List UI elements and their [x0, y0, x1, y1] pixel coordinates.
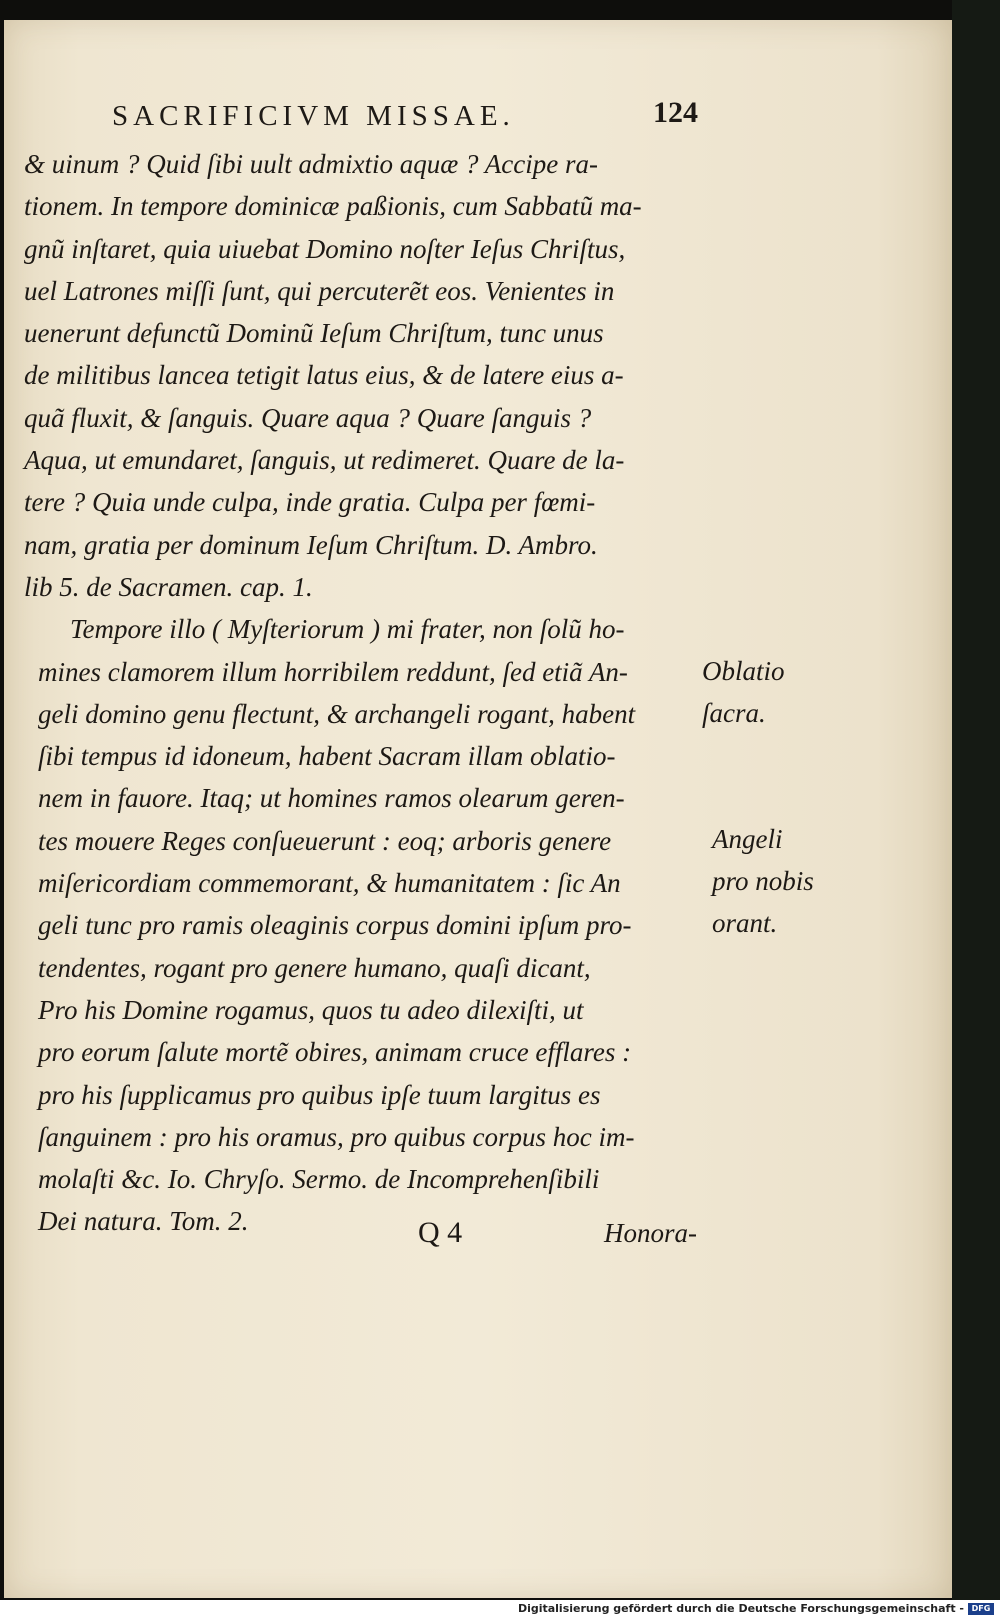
text-line: & uinum ? Quid ſibi uult admixtio aquæ ? Accipe ra- [24, 149, 598, 179]
text-line: pro eorum ſalute mortẽ obires, animam cruce efflares : [38, 1037, 632, 1068]
text-line: ſanguinem : pro his oramus, pro quibus corpus hoc im- [38, 1121, 635, 1152]
text-line: mines clamorem illum horribilem reddunt, ſed etiã An- [38, 656, 628, 687]
text-line: tendentes, rogant pro genere humano, quaſi dicant, [38, 952, 591, 983]
text-line: gnũ inſtaret, quia uiuebat Domino noſter Ieſus Chriſtus, [24, 233, 626, 264]
text-line: tere ? Quia unde culpa, inde gratia. Culpa per fœmi- [24, 487, 596, 518]
text-line: geli tunc pro ramis oleaginis corpus domini ipſum pro- [38, 910, 632, 941]
funding-credit: Digitalisierung gefördert durch die Deutsche Forschungsgemeinschaft - [517, 1602, 964, 1615]
text-line: uel Latrones miſſi ſunt, qui percuterẽt eos. Venientes in [24, 275, 615, 306]
margin-note-line: pro nobis [712, 866, 814, 896]
marginal-note-oblatio [702, 650, 785, 734]
text-line: quã fluxit, & ſanguis. Quare aqua ? Quare ſanguis ? [24, 402, 592, 433]
margin-note-line: orant. [712, 908, 778, 938]
text-line: uenerunt defunctũ Dominũ Ieſum Chriſtum, tunc unus [24, 318, 604, 349]
margin-note-line: Angeli [712, 824, 783, 854]
paragraph-start-line: Tempore illo ( Myſteriorum ) mi frater, non ſolũ ho- [70, 614, 625, 645]
text-line: miſericordiam commemorant, & humanitatem : ſic An [38, 868, 621, 899]
text-line: geli domino genu flectunt, & archangeli rogant, habent [38, 698, 636, 729]
body-text [24, 143, 702, 1243]
text-line: ſibi tempus id idoneum, habent Sacram illam oblatio- [38, 741, 616, 772]
marginal-note-angeli [712, 818, 814, 944]
text-line: molaſti &c. Io. Chryſo. Sermo. de Incomprehenſibili [38, 1164, 600, 1195]
text-line: tionem. In tempore dominicæ paßionis, cum Sabbatũ ma- [24, 191, 642, 222]
page-header [112, 96, 698, 140]
text-line: tes mouere Reges conſueuerunt : eoq; arboris genere [38, 825, 612, 856]
text-line: de militibus lancea tetigit latus eius, & de latere eius a- [24, 360, 624, 391]
text-line: Aqua, ut emundaret, ſanguis, ut redimeret. Quare de la- [24, 445, 625, 476]
catchword: Honora- [604, 1218, 697, 1248]
page-number: 124 [653, 96, 698, 129]
signature-mark: Q 4 [418, 1216, 463, 1249]
text-line: nem in fauore. Itaq; ut homines ramos olearum geren- [38, 783, 625, 814]
text-line: Pro his Domine rogamus, quos tu adeo dilexiſti, ut [38, 994, 584, 1025]
margin-note-line: Oblatio [702, 656, 785, 686]
margin-note-line: ſacra. [702, 698, 766, 728]
dfg-logo: DFG [968, 1603, 994, 1615]
digitization-footer [0, 1600, 1000, 1618]
text-line: Dei natura. Tom. 2. [38, 1206, 249, 1237]
text-line: pro his ſupplicamus pro quibus ipſe tuum largitus es [38, 1079, 601, 1110]
text-line: nam, gratia per dominum Ieſum Chriſtum. D. Ambro. [24, 529, 598, 560]
text-line: lib 5. de Sacramen. cap. 1. [24, 571, 313, 602]
running-title: SACRIFICIVM MISSAE. [112, 100, 515, 132]
